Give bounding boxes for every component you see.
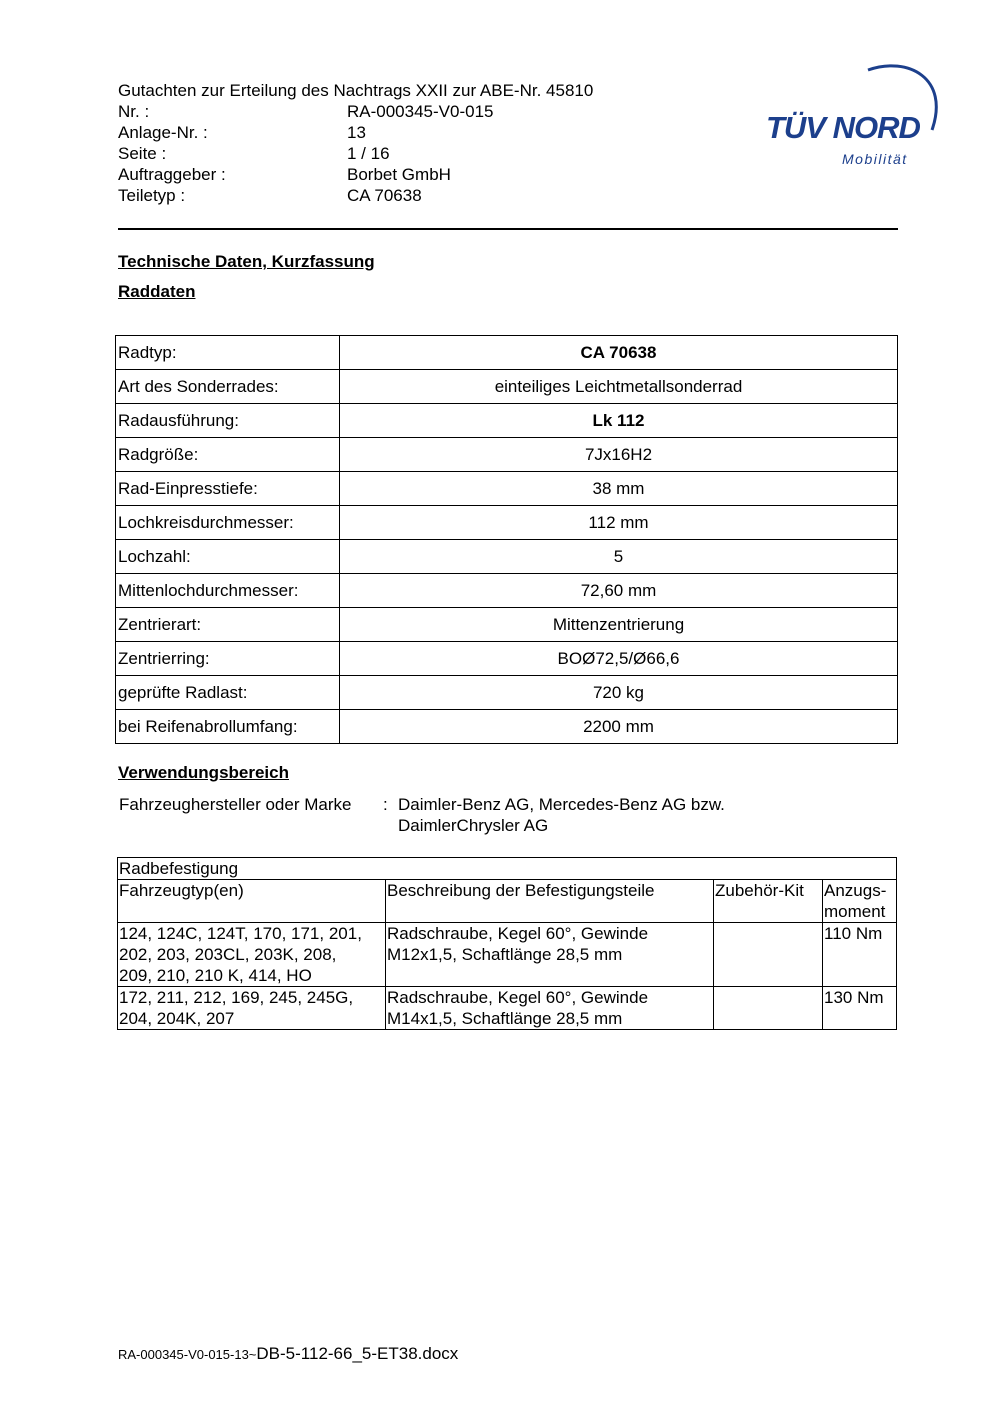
- row-value: Lk 112: [340, 404, 898, 438]
- section-title-usage: Verwendungsbereich: [118, 763, 289, 782]
- row-value: 2200 mm: [340, 710, 898, 744]
- row-value: 720 kg: [340, 676, 898, 710]
- table-row: [116, 506, 898, 540]
- row-value: Mittenzentrierung: [340, 608, 898, 642]
- usage-value-line2: DaimlerChrysler AG: [398, 816, 549, 835]
- column-header: Zubehör-Kit: [714, 880, 823, 923]
- row-label: Lochkreisdurchmesser:: [116, 506, 340, 540]
- description-line: Radschraube, Kegel 60°, Gewinde: [387, 924, 649, 943]
- row-value: 7Jx16H2: [340, 438, 898, 472]
- table-header-row: [118, 880, 897, 923]
- torque-cell: 110 Nm: [823, 923, 897, 987]
- column-header: Fahrzeugtyp(en): [118, 880, 386, 923]
- torque-cell: 130 Nm: [823, 987, 897, 1030]
- header-value-seite: 1 / 16: [347, 144, 390, 163]
- table-row: [118, 987, 897, 1030]
- row-label: Zentrierart:: [116, 608, 340, 642]
- svg-text:TÜV NORD: TÜV NORD: [766, 110, 920, 145]
- vehicle-types-line: 202, 203, 203CL, 203K, 208,: [119, 945, 337, 964]
- column-header: Beschreibung der Befestigungsteile: [386, 880, 714, 923]
- table-row: [116, 676, 898, 710]
- vehicle-types-line: 172, 211, 212, 169, 245, 245G,: [119, 988, 354, 1007]
- header-label-auftraggeber: Auftraggeber :: [118, 165, 226, 184]
- wheel-fixing-table: [117, 857, 897, 1030]
- table-row: [116, 642, 898, 676]
- footer-filename-prefix: RA-000345-V0-015-13~: [118, 1347, 257, 1362]
- row-label: Radausführung:: [116, 404, 340, 438]
- row-label: Rad-Einpresstiefe:: [116, 472, 340, 506]
- usage-value-line1: Daimler-Benz AG, Mercedes-Benz AG bzw.: [398, 795, 725, 814]
- description-line: M12x1,5, Schaftlänge 28,5 mm: [387, 945, 623, 964]
- table-caption: Radbefestigung: [118, 858, 897, 880]
- row-value: 72,60 mm: [340, 574, 898, 608]
- table-row: [116, 336, 898, 370]
- table-row: [116, 472, 898, 506]
- table-row: [116, 438, 898, 472]
- usage-label: Fahrzeughersteller oder Marke: [119, 795, 352, 814]
- table-row: [116, 710, 898, 744]
- kit-cell: [714, 923, 823, 987]
- header-divider: [118, 228, 898, 230]
- row-value: 38 mm: [340, 472, 898, 506]
- vehicle-types-line: 204, 204K, 207: [119, 1009, 235, 1028]
- header-label-anlage: Anlage-Nr. :: [118, 123, 208, 142]
- row-value: 5: [340, 540, 898, 574]
- column-header: [823, 880, 897, 923]
- column-header-line: Anzugs-: [824, 881, 887, 900]
- table-caption-row: [118, 858, 897, 880]
- table-row: [116, 608, 898, 642]
- kit-cell: [714, 987, 823, 1030]
- description-line: Radschraube, Kegel 60°, Gewinde: [387, 988, 649, 1007]
- section-title-technical: Technische Daten, Kurzfassung: [118, 252, 375, 271]
- description-cell: [386, 987, 714, 1030]
- description-line: M14x1,5, Schaftlänge 28,5 mm: [387, 1009, 623, 1028]
- column-header-line: moment: [824, 902, 886, 921]
- document-title: Gutachten zur Erteilung des Nachtrags XXII zur ABE-Nr. 45810: [118, 81, 594, 100]
- table-row: [116, 574, 898, 608]
- row-label: Radtyp:: [116, 336, 340, 370]
- table-row: [118, 923, 897, 987]
- row-label: Mittenlochdurchmesser:: [116, 574, 340, 608]
- header-label-teiletyp: Teiletyp :: [118, 186, 186, 205]
- row-label: Lochzahl:: [116, 540, 340, 574]
- row-value: CA 70638: [340, 336, 898, 370]
- table-row: [116, 370, 898, 404]
- section-title-wheel-data: Raddaten: [118, 282, 196, 301]
- row-value: BOØ72,5/Ø66,6: [340, 642, 898, 676]
- footer-filename: [118, 1344, 458, 1364]
- header-label-nr: Nr. :: [118, 102, 150, 121]
- usage-separator: :: [383, 795, 388, 814]
- table-row: [116, 540, 898, 574]
- row-label: Art des Sonderrades:: [116, 370, 340, 404]
- logo-swoosh-icon: [760, 58, 940, 173]
- header-value-nr: RA-000345-V0-015: [347, 102, 494, 121]
- row-value: 112 mm: [340, 506, 898, 540]
- header-value-anlage: 13: [347, 123, 366, 142]
- header-value-auftraggeber: Borbet GmbH: [347, 165, 451, 184]
- row-label: Radgröße:: [116, 438, 340, 472]
- row-label: bei Reifenabrollumfang:: [116, 710, 340, 744]
- vehicle-types-line: 209, 210, 210 K, 414, HO: [119, 966, 312, 985]
- row-label: geprüfte Radlast:: [116, 676, 340, 710]
- header-label-seite: Seite :: [118, 144, 167, 163]
- vehicle-types-line: 124, 124C, 124T, 170, 171, 201,: [119, 924, 362, 943]
- table-row: [116, 404, 898, 438]
- tuv-nord-logo: [760, 58, 940, 173]
- wheel-data-table: [115, 335, 898, 744]
- footer-filename-main: DB-5-112-66_5-ET38.docx: [256, 1344, 459, 1363]
- row-label: Zentrierring:: [116, 642, 340, 676]
- svg-text:Mobilität: Mobilität: [842, 151, 908, 167]
- header-value-teiletyp: CA 70638: [347, 186, 422, 205]
- vehicle-types-cell: [118, 923, 386, 987]
- description-cell: [386, 923, 714, 987]
- vehicle-types-cell: [118, 987, 386, 1030]
- row-value: einteiliges Leichtmetallsonderrad: [340, 370, 898, 404]
